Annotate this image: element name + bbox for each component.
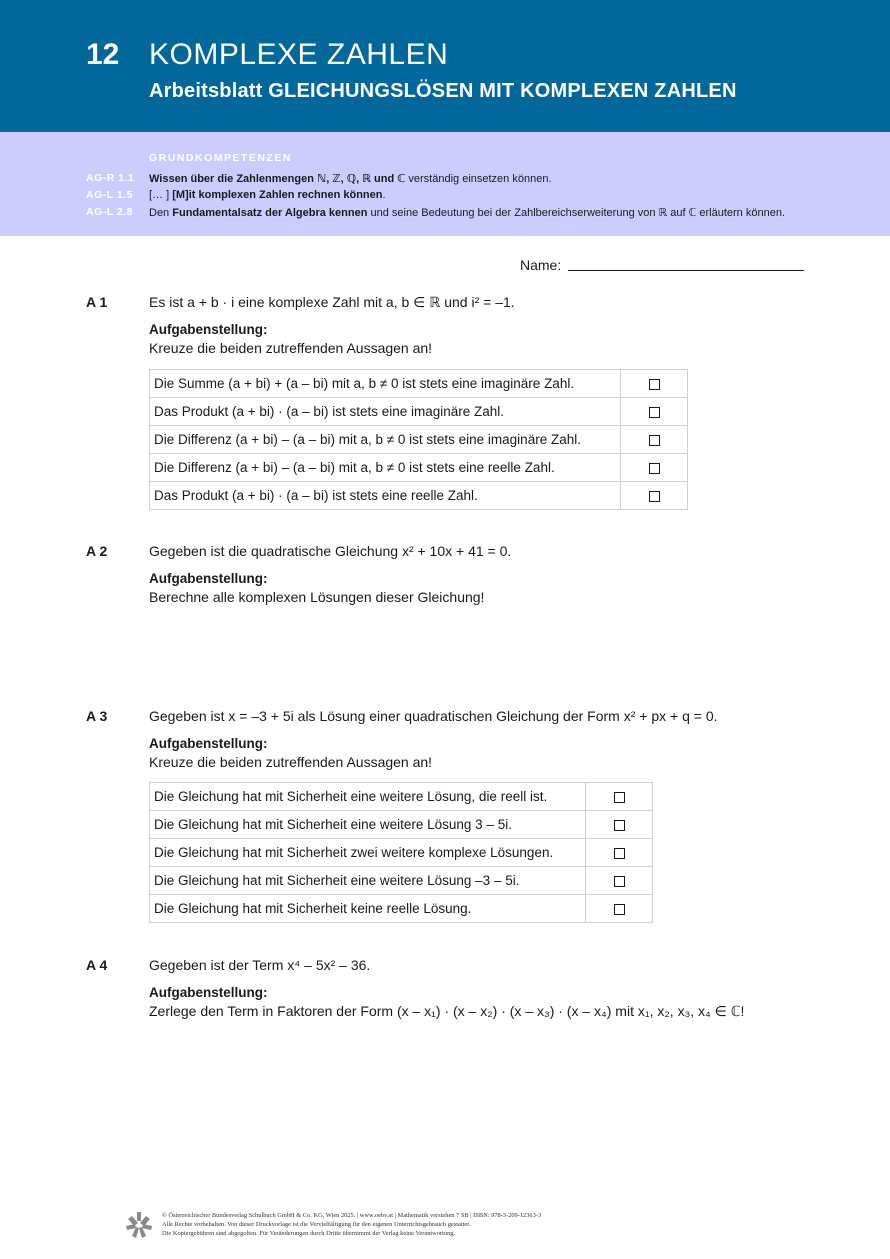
task-label-a2: A 2 bbox=[86, 543, 108, 559]
choice-table-a1 bbox=[149, 369, 688, 510]
task-heading-a1: Aufgabenstellung: bbox=[149, 322, 268, 337]
table-row bbox=[150, 867, 653, 895]
checkbox[interactable] bbox=[614, 820, 625, 831]
task-text-a4: Gegeben ist der Term x⁴ – 5x² – 36. bbox=[149, 957, 371, 973]
checkbox[interactable] bbox=[649, 491, 660, 502]
task-instruction-a2: Berechne alle komplexen Lösungen dieser Gleichung! bbox=[149, 589, 485, 605]
task-instruction-a3: Kreuze die beiden zutreffenden Aussagen an! bbox=[149, 754, 433, 770]
checkbox[interactable] bbox=[614, 876, 625, 887]
checkbox[interactable] bbox=[614, 904, 625, 915]
competences-heading: GRUNDKOMPETENZEN bbox=[149, 152, 293, 164]
chapter-number: 12 bbox=[86, 38, 120, 71]
task-heading-a4: Aufgabenstellung: bbox=[149, 985, 268, 1000]
table-row bbox=[150, 783, 653, 811]
checkbox[interactable] bbox=[649, 463, 660, 474]
choice-text: Das Produkt (a + bi) · (a – bi) ist stets eine imaginäre Zahl. bbox=[150, 398, 621, 426]
task-text-a1: Es ist a + b · i eine komplexe Zahl mit a, b ∈ ℝ und i² = –1. bbox=[149, 294, 515, 310]
choice-table-a3 bbox=[149, 782, 653, 923]
choice-text: Die Differenz (a + bi) – (a – bi) mit a, b ≠ 0 ist stets eine reelle Zahl. bbox=[150, 454, 621, 482]
task-label-a3: A 3 bbox=[86, 708, 108, 724]
competence-text: Wissen über die Zahlenmengen ℕ, ℤ, ℚ, ℝ und ℂ verständig einsetzen können. bbox=[149, 173, 552, 185]
task-label-a1: A 1 bbox=[86, 294, 108, 310]
competence-code: AG-R 1.1 bbox=[86, 172, 135, 184]
choice-text: Die Gleichung hat mit Sicherheit zwei weitere komplexe Lösungen. bbox=[150, 839, 586, 867]
task-label-a4: A 4 bbox=[86, 957, 108, 973]
task-heading-a3: Aufgabenstellung: bbox=[149, 736, 268, 751]
table-row bbox=[150, 454, 688, 482]
name-label: Name: bbox=[520, 257, 562, 273]
choice-text: Das Produkt (a + bi) · (a – bi) ist stets eine reelle Zahl. bbox=[150, 482, 621, 510]
table-row bbox=[150, 811, 653, 839]
competence-text: [… ] [M]it komplexen Zahlen rechnen können. bbox=[149, 189, 386, 201]
competence-item bbox=[0, 172, 890, 188]
competence-code: AG-L 1.5 bbox=[86, 189, 133, 201]
task-instruction-a4: Zerlege den Term in Faktoren der Form (x – x₁) · (x – x₂) · (x – x₃) · (x – x₄) mit x₁, x₂, x₃, x₄ ∈ ℂ! bbox=[149, 1003, 745, 1019]
checkbox[interactable] bbox=[649, 435, 660, 446]
table-row bbox=[150, 398, 688, 426]
checkbox[interactable] bbox=[614, 848, 625, 859]
table-row bbox=[150, 370, 688, 398]
copyright-notice: © Österreichischer Bundesverlag Schulbuch GmbH & Co. KG, Wien 2025. | www.oebv.at | Mathematik verstehen 7 SB | ISBN: 978-3-209-12363-3 Alle Rechte vorbehalten. Von dieser Druckvorlage ist die Vervielfältigung für den eigenen Unterrichtsgebrauch gestattet. Die Kopiergebühren sind abgegolten. Für Veränderungen durch Dritte übernimmt der Verlag keine Verantwortung. bbox=[162, 1212, 542, 1237]
name-input-line[interactable] bbox=[568, 270, 804, 271]
choice-text: Die Differenz (a + bi) – (a – bi) mit a, b ≠ 0 ist stets eine imaginäre Zahl. bbox=[150, 426, 621, 454]
task-instruction-a1: Kreuze die beiden zutreffenden Aussagen an! bbox=[149, 340, 433, 356]
competence-item bbox=[0, 189, 890, 205]
choice-text: Die Gleichung hat mit Sicherheit eine weitere Lösung, die reell ist. bbox=[150, 783, 586, 811]
checkbox[interactable] bbox=[614, 792, 625, 803]
table-row bbox=[150, 482, 688, 510]
worksheet-title: Arbeitsblatt GLEICHUNGSLÖSEN MIT KOMPLEXEN ZAHLEN bbox=[149, 80, 737, 102]
choice-text: Die Gleichung hat mit Sicherheit eine weitere Lösung 3 – 5i. bbox=[150, 811, 586, 839]
choice-text: Die Summe (a + bi) + (a – bi) mit a, b ≠ 0 ist stets eine imaginäre Zahl. bbox=[150, 370, 621, 398]
task-heading-a2: Aufgabenstellung: bbox=[149, 571, 268, 586]
checkbox[interactable] bbox=[649, 379, 660, 390]
competence-code: AG-L 2.8 bbox=[86, 206, 133, 218]
table-row bbox=[150, 895, 653, 923]
checkbox[interactable] bbox=[649, 407, 660, 418]
choice-text: Die Gleichung hat mit Sicherheit eine weitere Lösung –3 – 5i. bbox=[150, 867, 586, 895]
task-text-a2: Gegeben ist die quadratische Gleichung x² + 10x + 41 = 0. bbox=[149, 543, 512, 559]
chapter-header bbox=[0, 0, 890, 132]
table-row bbox=[150, 839, 653, 867]
publisher-logo-icon bbox=[126, 1212, 152, 1238]
chapter-title: KOMPLEXE ZAHLEN bbox=[149, 38, 449, 71]
table-row bbox=[150, 426, 688, 454]
task-text-a3: Gegeben ist x = –3 + 5i als Lösung einer quadratischen Gleichung der Form x² + px + q = 0. bbox=[149, 708, 718, 724]
choice-text: Die Gleichung hat mit Sicherheit keine reelle Lösung. bbox=[150, 895, 586, 923]
competence-item bbox=[0, 206, 890, 222]
competences-box bbox=[0, 132, 890, 236]
competence-text: Den Fundamentalsatz der Algebra kennen und seine Bedeutung bei der Zahlbereichserweiterung von ℝ auf ℂ erläutern können. bbox=[149, 207, 786, 219]
